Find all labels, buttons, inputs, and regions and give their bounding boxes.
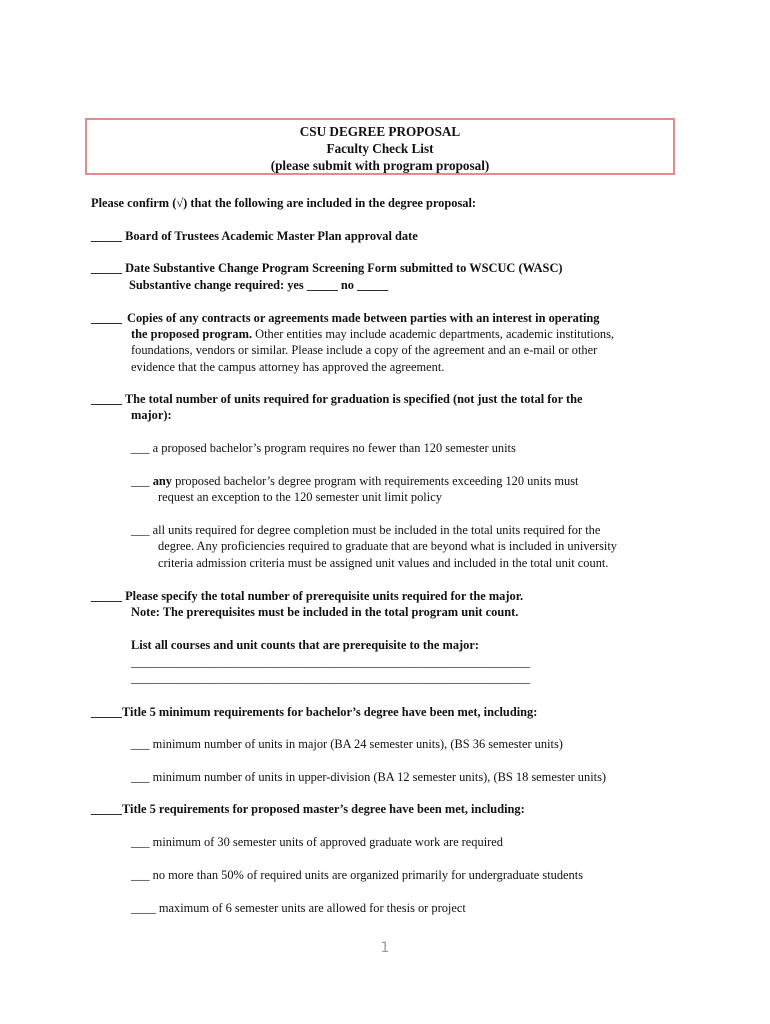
- sub-item-any-line2: request an exception to the 120 semester unit limit policy: [158, 490, 442, 504]
- item-contracts-line4: evidence that the campus attorney has approved the agreement.: [131, 360, 445, 374]
- item-contracts-line1: Copies of any contracts or agreements made between parties with an interest in operating: [127, 311, 600, 325]
- sub-any-bold: any: [152, 474, 172, 488]
- contracts-rest-text: Other entities may include academic departments, academic institutions,: [252, 327, 615, 341]
- sub-any-blank: ___: [131, 474, 153, 488]
- sub-item-any-line1: [131, 473, 578, 490]
- prereq-list-label: List all courses and unit counts that are prerequisite to the major:: [131, 638, 479, 652]
- intro-text: Please confirm (√) that the following are included in the degree proposal:: [91, 196, 477, 210]
- item-contracts-line2: [131, 326, 614, 343]
- title-box: [85, 118, 675, 175]
- sub-any-rest: proposed bachelor’s degree program with requirements exceeding 120 units must: [171, 474, 579, 488]
- item-board-approval: _____ Board of Trustees Academic Master Plan approval date: [91, 229, 418, 243]
- sub-item-master-50: ___ no more than 50% of required units are organized primarily for undergraduate students: [131, 868, 584, 882]
- item-contracts-blank: _____: [91, 311, 122, 325]
- prereq-blank-line-1: ________________________________________________________________________: [131, 655, 531, 669]
- document-subtitle: Faculty Check List: [326, 141, 434, 156]
- page-number: 1: [380, 940, 390, 956]
- sub-item-120-units: ___ a proposed bachelor’s program requires no fewer than 120 semester units: [131, 441, 516, 455]
- sub-item-bach-major: ___ minimum number of units in major (BA 24 semester units), (BS 36 semester units): [131, 737, 563, 751]
- contracts-bold-phrase: the proposed program.: [131, 327, 253, 341]
- document-note: (please submit with program proposal): [270, 158, 490, 173]
- item-prereq-note: Note: The prerequisites must be included in the total program unit count.: [131, 605, 519, 619]
- sub-item-all-line3: criteria admission criteria must be assigned unit values and included in the total unit count.: [158, 556, 609, 570]
- item-title5-master: _____Title 5 requirements for proposed master’s degree have been met, including:: [91, 802, 525, 816]
- sub-item-all-line2: degree. Any proficiencies required to graduate that are beyond what is included in university: [158, 539, 617, 553]
- sub-item-all-line1: ___ all units required for degree completion must be included in the total units required for the: [131, 523, 601, 537]
- item-contracts-line3: foundations, vendors or similar. Please include a copy of the agreement and an e-mail or other: [131, 343, 598, 357]
- item-prereq-line1: _____ Please specify the total number of prerequisite units required for the major.: [91, 589, 524, 603]
- sub-item-master-30: ___ minimum of 30 semester units of approved graduate work are required: [131, 835, 503, 849]
- item-total-units-line1: _____ The total number of units required for graduation is specified (not just the total for the: [91, 392, 583, 406]
- sub-item-bach-upper: ___ minimum number of units in upper-division (BA 12 semester units), (BS 18 semester units): [131, 770, 607, 784]
- prereq-blank-line-2: ________________________________________________________________________: [131, 671, 531, 685]
- item-substantive-change: _____ Date Substantive Change Program Screening Form submitted to WSCUC (WASC): [91, 261, 563, 275]
- item-total-units-line2: major):: [131, 408, 172, 422]
- document-title: CSU DEGREE PROPOSAL: [299, 124, 461, 139]
- item-substantive-required: Substantive change required: yes _____ no _____: [129, 278, 389, 292]
- sub-item-master-thesis: ____ maximum of 6 semester units are allowed for thesis or project: [131, 901, 466, 915]
- item-title5-bachelor: _____Title 5 minimum requirements for bachelor’s degree have been met, including:: [91, 705, 538, 719]
